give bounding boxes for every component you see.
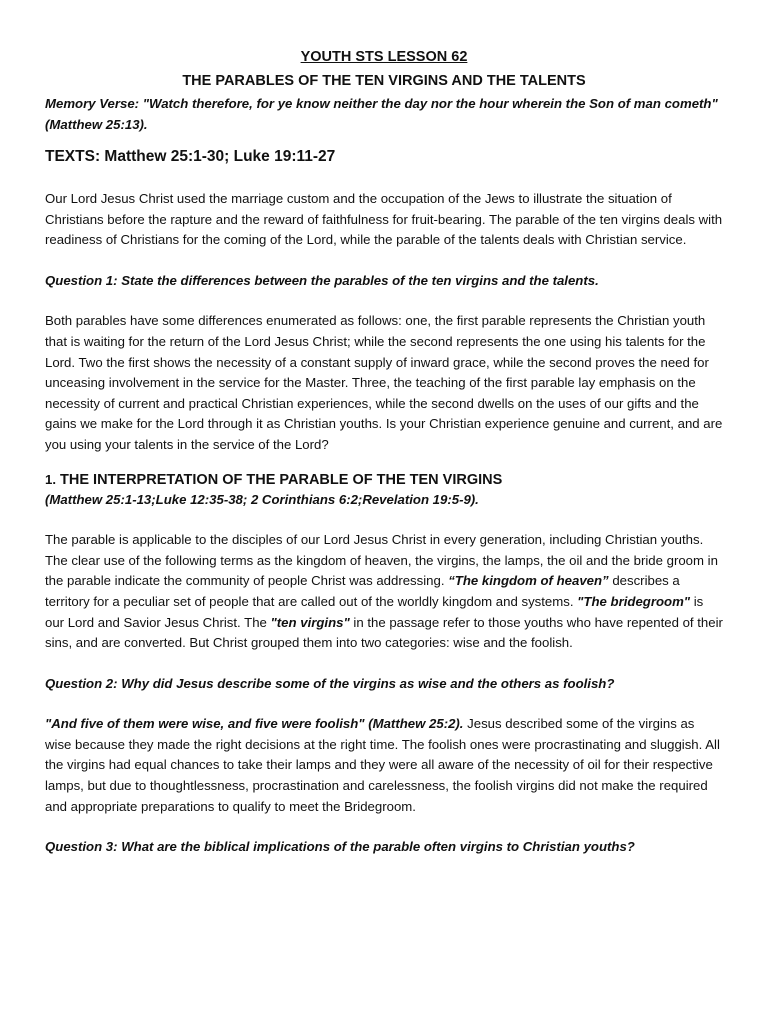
para-text-d: in the passage refer to those youths who have repented of their sins, and are converted. But Christ grouped them into two categories: wise and the foolish. [45, 614, 723, 651]
answer-2-quote: "And five of them were wise, and five were foolish" (Matthew 25:2). [45, 716, 464, 732]
question-3: Question 3: What are the biblical implications of the parable often virgins to Christian youths? [45, 839, 635, 855]
lesson-subtitle: THE PARABLES OF THE TEN VIRGINS AND THE TALENTS [182, 73, 586, 89]
section-1-references: (Matthew 25:1-13;Luke 12:35-38; 2 Corinthians 6:2;Revelation 19:5-9). [45, 491, 479, 507]
virgins-term: "ten virgins" [270, 614, 350, 630]
intro-paragraph: Our Lord Jesus Christ used the marriage custom and the occupation of the Jews to illustrate the situation of Christians before the rapture and the reward of faithfulness for fruit-bearing. The parable of the ten virgins deals with readiness of Christians for the coming of the Lord, while the parable of the talents deals with Christian service. [45, 191, 723, 248]
memory-verse: Memory Verse: "Watch therefore, for ye know neither the day nor the hour wherein the Son of man cometh" (Matthew 25:13). [45, 96, 718, 132]
section-1-heading [45, 470, 723, 490]
section-number: 1. [45, 471, 56, 487]
para-text-a: The parable is applicable to the disciples of our Lord Jesus Christ in every generation, including Christian youths. The clear use of the following terms as the kingdom of heaven, the virgins, the lamps, the oil and the bride groom in the parable indicate the community of people Christ was addressing. [45, 532, 718, 589]
section-title: THE INTERPRETATION OF THE PARABLE OF THE TEN VIRGINS [60, 471, 503, 488]
para-text-c: is our Lord and Savior Jesus Christ. The [45, 593, 704, 630]
kingdom-term: “The kingdom of heaven” [448, 573, 609, 589]
answer-1-paragraph: Both parables have some differences enumerated as follows: one, the first parable represents the Christian youth that is waiting for the return of the Lord Jesus Christ; while the second represents the one using his talents for the Lord. Two the first shows the necessity of a constant supply of inward grace, while the second proves the need for unceasing involvement in the service for the Master. Three, the teaching of the first parable lay emphasis on the necessity of current and practical Christian experiences, while the second dwells on the uses of our gifts and the gains we make for the Lord through it as Christian youths. Is your Christian experience genuine and current, and are you using your talents in the service of the Lord? [45, 313, 723, 452]
lesson-title: YOUTH STS LESSON 62 [300, 49, 468, 65]
bridegroom-term: "The bridegroom" [577, 593, 691, 609]
answer-2-paragraph [45, 714, 723, 817]
texts-heading: TEXTS: Matthew 25:1-30; Luke 19:11-27 [45, 148, 336, 165]
section-1-paragraph [45, 530, 723, 654]
para-text-b: describes a territory for a peculiar set of people that are called out of the worldly kingdom and systems. [45, 573, 680, 609]
question-1: Question 1: State the differences between the parables of the ten virgins and the talents. [45, 272, 599, 288]
answer-2-text: Jesus described some of the virgins as wise because they made the right decisions at the right time. The foolish ones were procrastinating and sluggish. All the virgins had equal chances to take their lamps and they were all aware of the necessity of oil for their respective lamps, but due to thoughtlessness, procrastination and carelessness, the foolish virgins did not make the required and appropriate preparations to qualify to meet the Bridegroom. [45, 716, 720, 814]
question-2: Question 2: Why did Jesus describe some of the virgins as wise and the others as foolish? [45, 675, 615, 691]
